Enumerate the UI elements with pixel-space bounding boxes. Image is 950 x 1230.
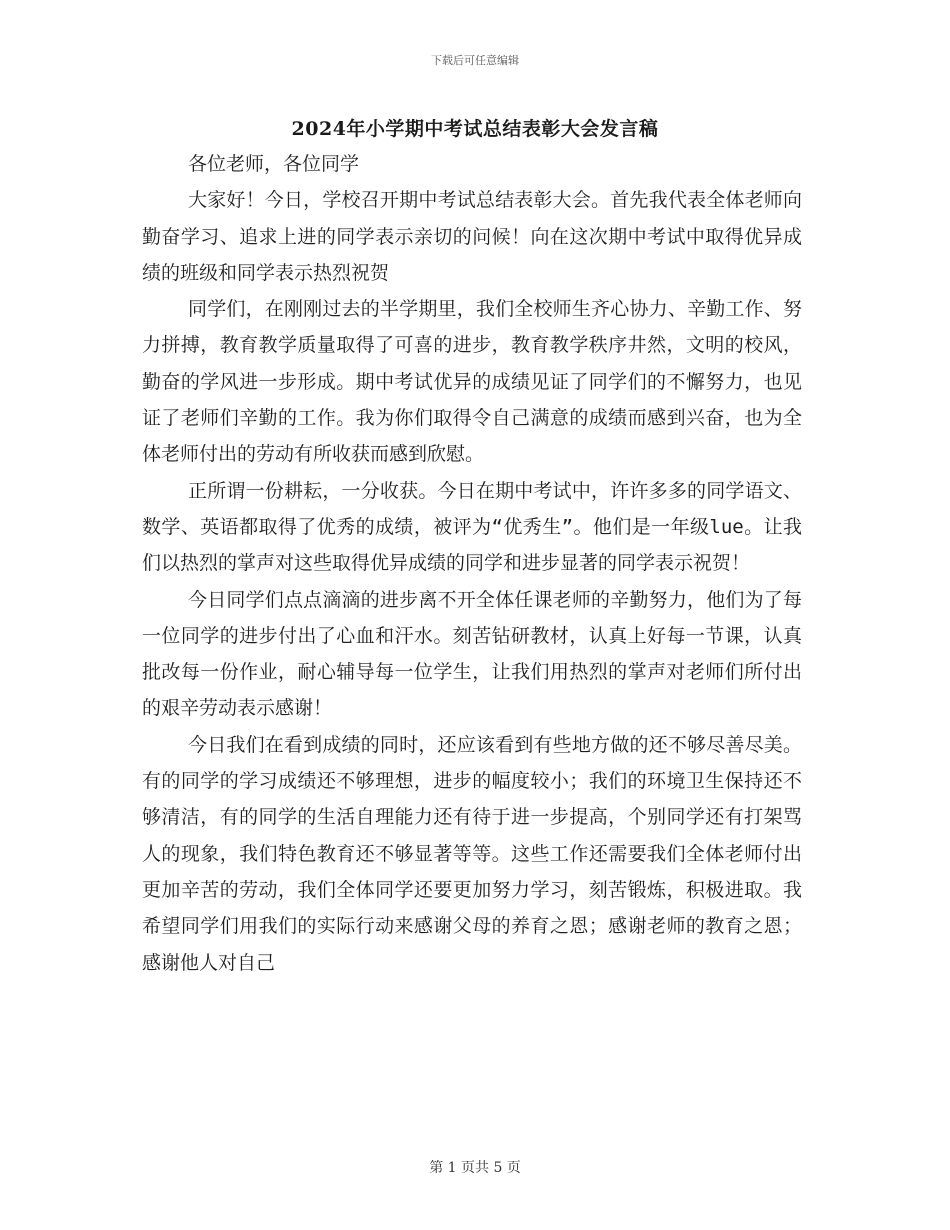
paragraph-salutation: 各位老师，各位同学	[188, 153, 360, 175]
document-title: 2024年小学期中考试总结表彰大会发言稿	[291, 118, 659, 140]
document-body	[142, 146, 802, 981]
paragraph-teachers: 今日同学们点点滴滴的进步离不开全体任课老师的辛勤努力，他们为了每一位同学的进步付出了心血和汗水。刻苦钻研教材，认真上好每一节课，认真批改每一份作业，耐心辅导每一位学生，让我们用热烈的掌声对老师们所付出的艰辛劳动表示感谢！	[142, 588, 802, 720]
paragraph-greeting: 大家好！今日，学校召开期中考试总结表彰大会。首先我代表全体老师向勤奋学习、追求上进的同学表示亲切的问候！向在这次期中考试中取得优异成绩的班级和同学表示热烈祝贺	[142, 189, 802, 284]
paragraph-progress: 同学们，在刚刚过去的半学期里，我们全校师生齐心协力、辛勤工作、努力拼搏，教育教学质量取得了可喜的进步，教育教学秩序井然，文明的校风，勤奋的学风进一步形成。期中考试优异的成绩见证了同学们的不懈努力，也见证了老师们辛勤的工作。我为你们取得令自己满意的成绩而感到兴奋，也为全体老师付出的劳动有所收获而感到欣慰。	[142, 298, 802, 466]
page-number: 第 1 页共 5 页	[429, 1160, 521, 1176]
paragraph-achievers: 正所谓一份耕耘，一分收获。今日在期中考试中，许许多多的同学语文、数学、英语都取得了优秀的成绩，被评为“优秀生”。他们是一年级lue。让我们以热烈的掌声对这些取得优异成绩的同学和进步显著的同学表示祝贺！	[142, 479, 802, 575]
paragraph-improvements: 今日我们在看到成绩的同时，还应该看到有些地方做的还不够尽善尽美。有的同学的学习成绩还不够理想，进步的幅度较小；我们的环境卫生保持还不够清洁，有的同学的生活自理能力还有待于进一步提高，个别同学还有打架骂人的现象，我们特色教育还不够显著等等。这些工作还需要我们全体老师付出更加辛苦的劳动，我们全体同学还要更加努力学习，刻苦锻炼，积极进取。我希望同学们用我们的实际行动来感谢父母的养育之恩；感谢老师的教育之恩；感谢他人对自己	[142, 733, 802, 974]
header-note: 下载后可任意编辑	[431, 54, 519, 67]
